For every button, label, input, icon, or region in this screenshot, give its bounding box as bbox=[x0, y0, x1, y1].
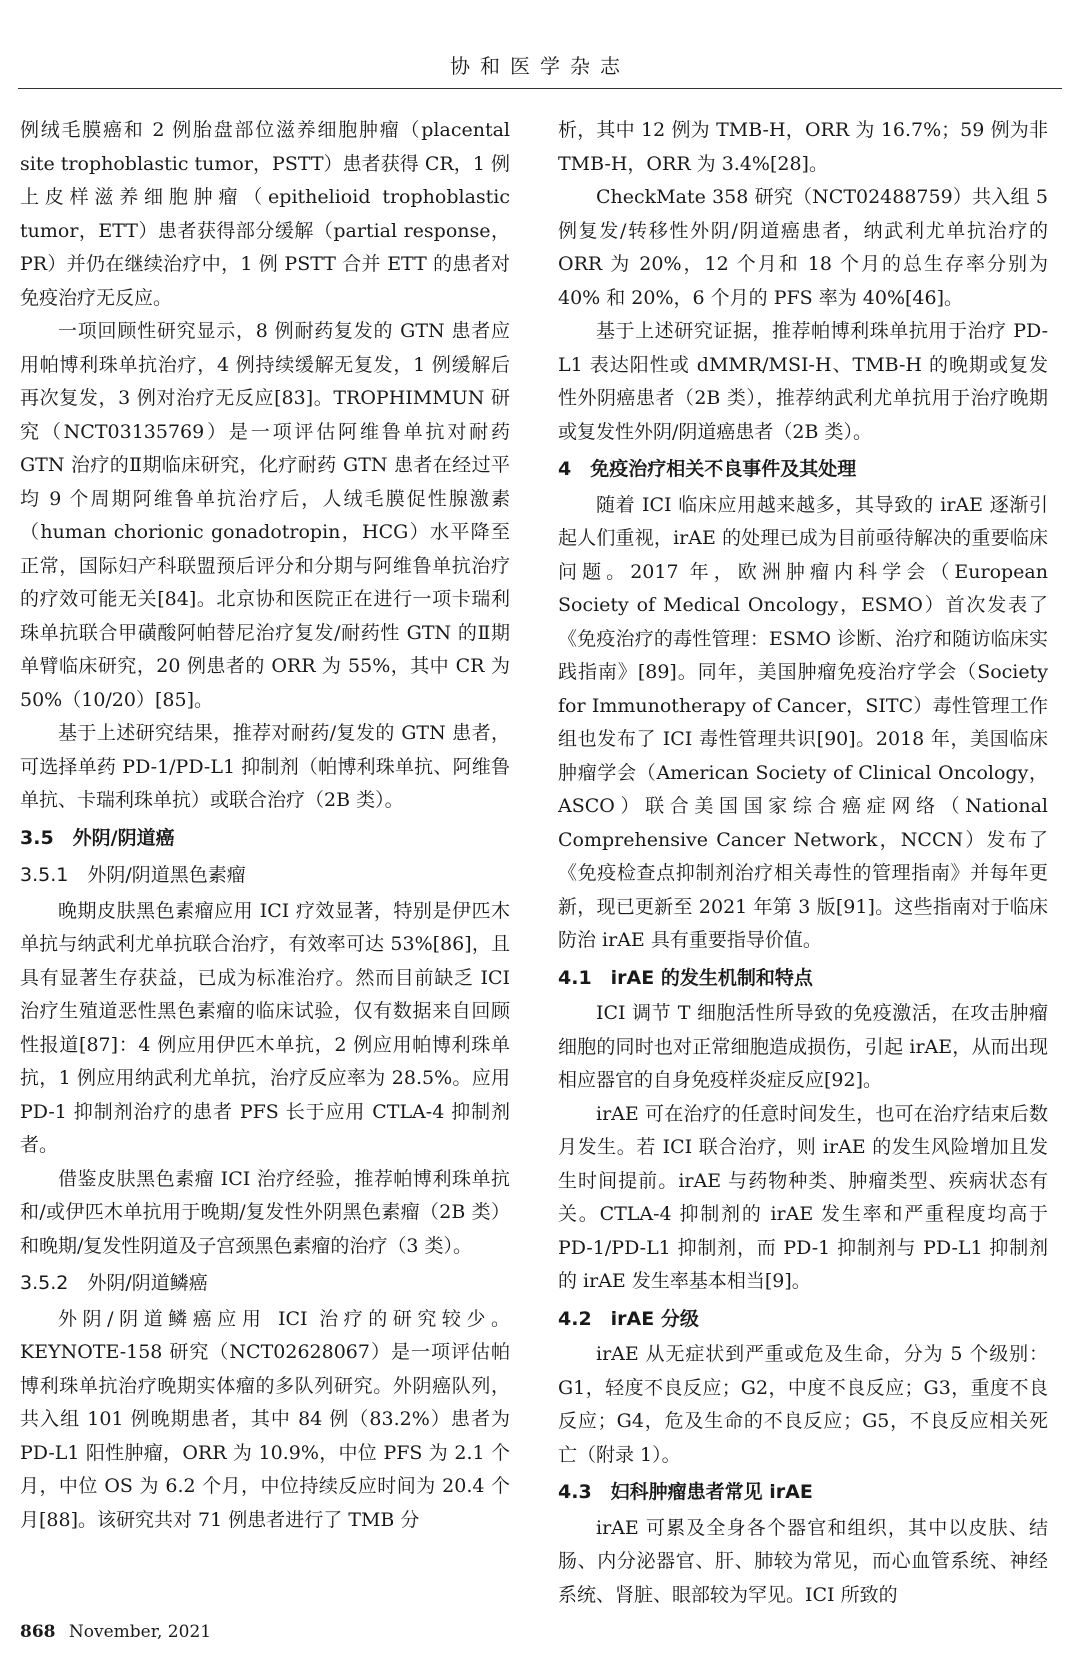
section-heading-4-2: 4.2 irAE 分级 bbox=[558, 1307, 699, 1330]
paragraph: CheckMate 358 研究（NCT02488759）共入组 5 例复发/转移性外阴/阴道癌患者，纳武利尤单抗治疗的 ORR 为 20%，12 个月和 18 个月的总生存率分别为 40% 和 20%，6 个月的 PFS 率为 40%[46]。 bbox=[558, 186, 1048, 309]
page-footer bbox=[20, 1622, 211, 1642]
paragraph: 基于上述研究证据，推荐帕博利珠单抗用于治疗 PD-L1 表达阳性或 dMMR/MSI-H、TMB-H 的晚期或复发性外阴癌患者（2B 类），推荐纳武利尤单抗用于治疗晚期或复发性外阴/阴道癌患者（2B 类）。 bbox=[558, 320, 1048, 443]
subsection-heading-3-5-2: 3.5.2 外阴/阴道鳞癌 bbox=[20, 1272, 208, 1294]
paragraph: 基于上述研究结果，推荐对耐药/复发的 GTN 患者，可选择单药 PD-1/PD-L1 抑制剂（帕博利珠单抗、阿维鲁单抗、卡瑞利珠单抗）或联合治疗（2B 类）。 bbox=[20, 722, 510, 811]
paragraph: irAE 可累及全身各个器官和组织，其中以皮肤、结肠、内分泌器官、肝、肺较为常见，而心血管系统、神经系统、肾脏、眼部较为罕见。ICI 所致的 bbox=[558, 1516, 1048, 1606]
subsection-heading-3-5-1: 3.5.1 外阴/阴道黑色素瘤 bbox=[20, 864, 246, 886]
paragraph: irAE 可在治疗的任意时间发生，也可在治疗结束后数月发生。若 ICI 联合治疗，则 irAE 的发生风险增加且发生时间提前。irAE 与药物种类、肿瘤类型、疾病状态有关。CTLA-4 抑制剂的 irAE 发生率和严重程度均高于 PD-1/PD-L1 抑制剂，而 PD-1 抑制剂与 PD-L1 抑制剂的 irAE 发生率基本相当[9]。 bbox=[558, 1102, 1048, 1292]
paragraph: 析，其中 12 例为 TMB-H，ORR 为 16.7%；59 例为非 TMB-H，ORR 为 3.4%[28]。 bbox=[558, 119, 1048, 175]
paragraph: 借鉴皮肤黑色素瘤 ICI 治疗经验，推荐帕博利珠单抗和/或伊匹木单抗用于晚期/复发性外阴黑色素瘤（2B 类）和晚期/复发性阴道及子宫颈黑色素瘤的治疗（3 类）。 bbox=[20, 1167, 510, 1257]
journal-header: 协和医学杂志 bbox=[450, 54, 630, 78]
paragraph: 晚期皮肤黑色素瘤应用 ICI 疗效显著，特别是伊匹木单抗与纳武利尤单抗联合治疗，有效率可达 53%[86]，且具有显著生存获益，已成为标准治疗。然而目前缺乏 ICI 治疗生殖道恶性黑色素瘤的临床试验，仅有数据来自回顾性报道[87]：4 例应用伊匹木单抗，2 例应用帕博利珠单抗，1 例应用纳武利尤单抗，治疗反应率为 28.5%。应用 PD-1 抑制剂治疗的患者 PFS 长于应用 CTLA-4 抑制剂者。 bbox=[20, 899, 510, 1156]
paragraph: 随着 ICI 临床应用越来越多，其导致的 irAE 逐渐引起人们重视，irAE 的处理已成为目前亟待解决的重要临床问题。2017 年，欧洲肿瘤内科学会（European Society of Medical Oncology，ESMO）首次发表了《免疫治疗的毒性管理：ESMO 诊断、治疗和随访临床实践指南》[89]。同年，美国肿瘤免疫治疗学会（Society for Immunotherapy of Cancer，SITC）毒性管理工作组也发布了 ICI 毒性管理共识[90]。2018 年，美国临床肿瘤学会（American Society of Clinical Oncology，ASCO）联合美国国家综合癌症网络（National Comprehensive Cancer Network，NCCN）发布了《免疫检查点抑制剂治疗相关毒性的管理指南》并每年更新，现已更新至 2021 年第 3 版[91]。这些指南对于临床防治 irAE 具有重要指导价值。 bbox=[558, 493, 1048, 951]
issue-date: November, 2021 bbox=[68, 1622, 212, 1642]
paragraph: 外阴/阴道鳞癌应用 ICI 治疗的研究较少。KEYNOTE-158 研究（NCT02628067）是一项评估帕博利珠单抗治疗晚期实体瘤的多队列研究。外阴癌队列，共入组 101 例晚期患者，其中 84 例（83.2%）患者为 PD-L1 阳性肿瘤，ORR 为 10.9%，中位 PFS 为 2.1 个月，中位 OS 为 6.2 个月，中位持续反应时间为 20.4 个月[88]。该研究共对 71 例患者进行了 TMB 分 bbox=[20, 1307, 510, 1531]
section-heading-3-5: 3.5 外阴/阴道癌 bbox=[20, 826, 175, 849]
left-column bbox=[20, 114, 510, 1537]
page-number: 868 bbox=[20, 1622, 56, 1642]
section-heading-4-3: 4.3 妇科肿瘤患者常见 irAE bbox=[558, 1481, 813, 1503]
right-column bbox=[558, 114, 1048, 1612]
paragraph: 例绒毛膜癌和 2 例胎盘部位滋养细胞肿瘤（placental site trophoblastic tumor，PSTT）患者获得 CR，1 例上皮样滋养细胞肿瘤（epithelioid trophoblastic tumor，ETT）患者获得部分缓解（partial response，PR）并仍在继续治疗中，1 例 PSTT 合并 ETT 的患者对免疫治疗无反应。 bbox=[20, 119, 510, 309]
header-rule bbox=[18, 88, 1062, 89]
paragraph: irAE 从无症状到严重或危及生命，分为 5 个级别：G1，轻度不良反应；G2，中度不良反应；G3，重度不良反应；G4，危及生命的不良反应；G5，不良反应相关死亡（附录 1）。 bbox=[558, 1343, 1048, 1466]
section-heading-4: 4 免疫治疗相关不良事件及其处理 bbox=[558, 458, 857, 480]
paragraph: 一项回顾性研究显示，8 例耐药复发的 GTN 患者应用帕博利珠单抗治疗，4 例持续缓解无复发，1 例缓解后再次复发，3 例对治疗无反应[83]。TROPHIMMUN 研究（NCT03135769）是一项评估阿维鲁单抗对耐药 GTN 治疗的Ⅱ期临床研究，化疗耐药 GTN 患者在经过平均 9 个周期阿维鲁单抗治疗后，人绒毛膜促性腺激素（human chorionic gonadotropin，HCG）水平降至正常，国际妇产科联盟预后评分和分期与阿维鲁单抗治疗的疗效可能无关[84]。北京协和医院正在进行一项卡瑞利珠单抗联合甲磺酸阿帕替尼治疗复发/耐药性 GTN 的Ⅱ期单臂临床研究，20 例患者的 ORR 为 55%，其中 CR 为 50%（10/20）[85]。 bbox=[20, 320, 510, 711]
section-heading-4-1: 4.1 irAE 的发生机制和特点 bbox=[558, 966, 813, 989]
paragraph: ICI 调节 T 细胞活性所导致的免疫激活，在攻击肿瘤细胞的同时也对正常细胞造成损伤，引起 irAE，从而出现相应器官的自身免疫样炎症反应[92]。 bbox=[558, 1002, 1048, 1091]
